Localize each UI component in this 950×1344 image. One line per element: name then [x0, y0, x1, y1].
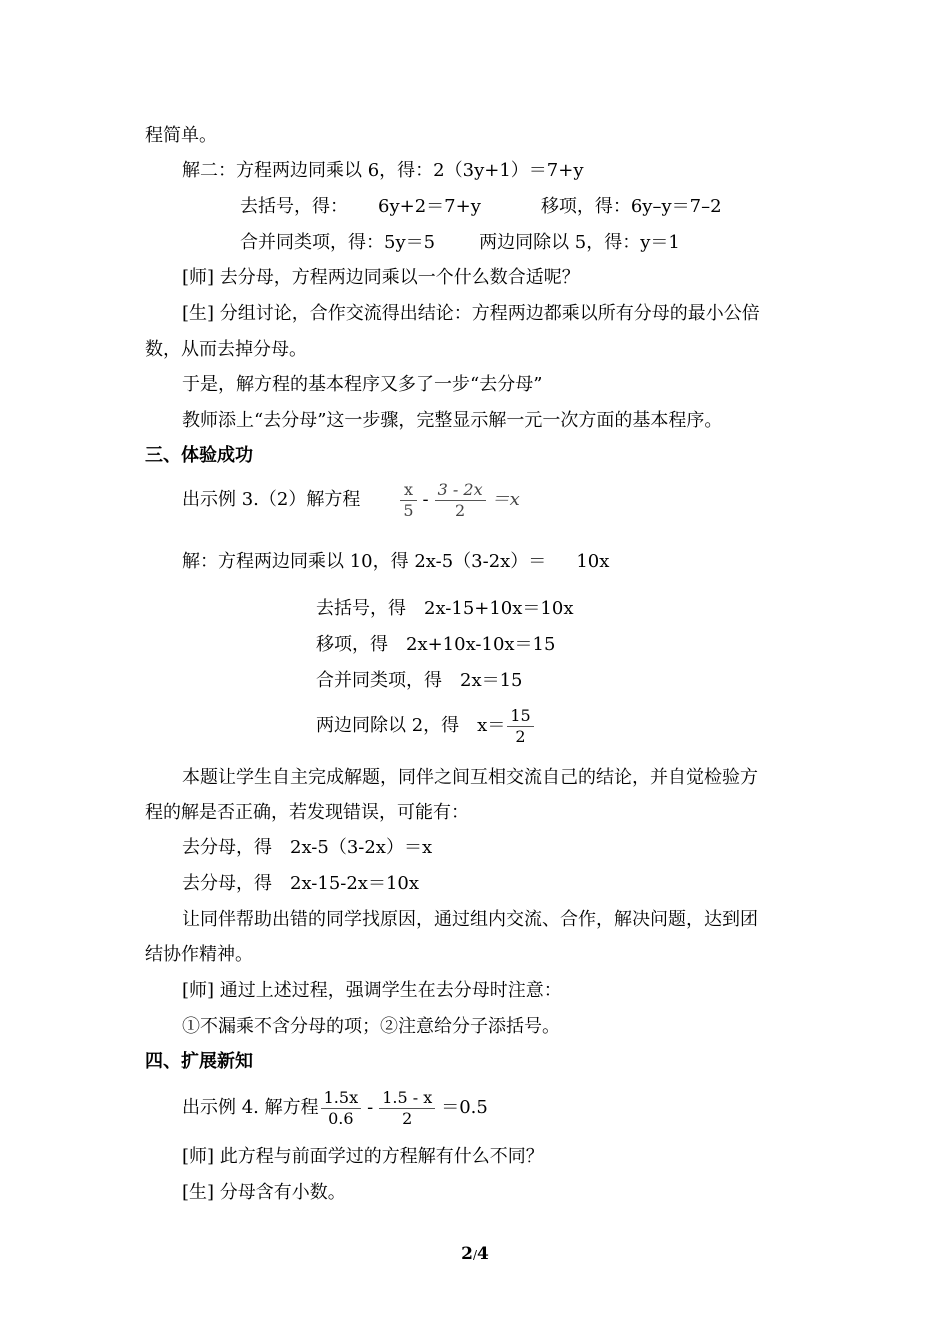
solution-step: 去括号，得 2x-15+10x＝10x [316, 598, 574, 619]
fraction [435, 480, 486, 521]
solution-text: 解：方程两边同乘以 10，得 2x-5（3-2x）＝ [182, 551, 547, 572]
fraction [400, 480, 416, 521]
current-page: 2 [461, 1244, 473, 1264]
text-line: 于是，解方程的基本程序又多了一步“去分母” [182, 374, 543, 395]
step-equation: 6y+2＝7+y [378, 196, 481, 217]
fraction-denominator: 2 [515, 726, 526, 746]
text-line: 去分母，得 2x-15-2x＝10x [182, 873, 420, 894]
fraction [507, 706, 533, 747]
text-line: 本题让学生自主完成解题，同伴之间互相交流自己的结论，并自觉检验方 [182, 767, 758, 788]
fraction-numerator: x [400, 480, 416, 501]
solution-step: 移项，得 2x+10x-10x＝15 [316, 634, 556, 655]
text-line: [师] 通过上述过程，强调学生在去分母时注意： [182, 980, 562, 1001]
step-text: 去括号，得： [240, 196, 348, 217]
equation-rhs: ＝0.5 [441, 1097, 488, 1118]
example-line [182, 1086, 492, 1130]
total-pages: 4 [477, 1244, 489, 1264]
text-line: [生] 分组讨论，合作交流得出结论：方程两边都乘以所有分母的最小公倍 [182, 303, 760, 324]
section-heading: 三、体验成功 [145, 445, 253, 466]
text-line: 程的解是否正确，若发现错误，可能有： [145, 802, 469, 823]
text-line [240, 195, 722, 219]
fraction [321, 1088, 361, 1129]
fraction-numerator: 1.5x [321, 1088, 361, 1109]
text-line: 程简单。 [145, 125, 217, 146]
minus-sign: - [367, 1097, 374, 1118]
step-text: 移项，得：6y–y＝7–2 [540, 196, 722, 217]
fraction-numerator: 3 - 2x [435, 480, 486, 501]
page-separator: / [472, 1248, 478, 1262]
text-line: 教师添上“去分母”这一步骤，完整显示解一元一次方面的基本程序。 [182, 410, 723, 431]
text-line: 解二：方程两边同乘以 6，得：2（3y+1）＝7+y [182, 160, 584, 181]
section-heading: 四、扩展新知 [145, 1051, 253, 1072]
example-label: 出示例 3.（2）解方程 [182, 489, 361, 510]
text-line: 结协作精神。 [145, 944, 253, 965]
text-line: 让同伴帮助出错的同学找原因，通过组内交流、合作，解决问题，达到团 [182, 909, 758, 930]
step-text: 两边同除以 5，得：y＝1 [479, 232, 680, 253]
fraction-denominator: 2 [455, 500, 466, 520]
example-label: 出示例 4. 解方程 [182, 1097, 319, 1118]
text-line: [师] 去分母，方程两边同乘以一个什么数合适呢？ [182, 267, 580, 288]
fraction-numerator: 15 [507, 706, 533, 727]
equation-rhs: ＝x [491, 489, 520, 510]
text-line: [师] 此方程与前面学过的方程解有什么不同？ [182, 1146, 544, 1167]
fraction-numerator: 1.5 - x [379, 1088, 435, 1109]
step-text: 两边同除以 2，得 x＝ [316, 715, 506, 736]
text-line [182, 550, 609, 574]
solution-rhs: 10x [576, 551, 610, 572]
page-number [0, 1244, 950, 1264]
minus-sign: - [422, 489, 429, 510]
text-line: ①不漏乘不含分母的项；②注意给分子添括号。 [182, 1016, 560, 1037]
fraction-denominator: 0.6 [328, 1108, 354, 1128]
text-line [240, 231, 680, 255]
fraction-denominator: 2 [402, 1108, 413, 1128]
step-text: 合并同类项，得：5y＝5 [240, 232, 436, 253]
solution-step: 合并同类项，得 2x＝15 [316, 670, 523, 691]
text-line: [生] 分母含有小数。 [182, 1182, 346, 1203]
example-line [182, 478, 524, 522]
solution-step [316, 704, 536, 748]
fraction [379, 1088, 435, 1129]
text-line: 数，从而去掉分母。 [145, 339, 307, 360]
text-line: 去分母，得 2x-5（3-2x）＝x [182, 837, 433, 858]
fraction-denominator: 5 [403, 500, 414, 520]
